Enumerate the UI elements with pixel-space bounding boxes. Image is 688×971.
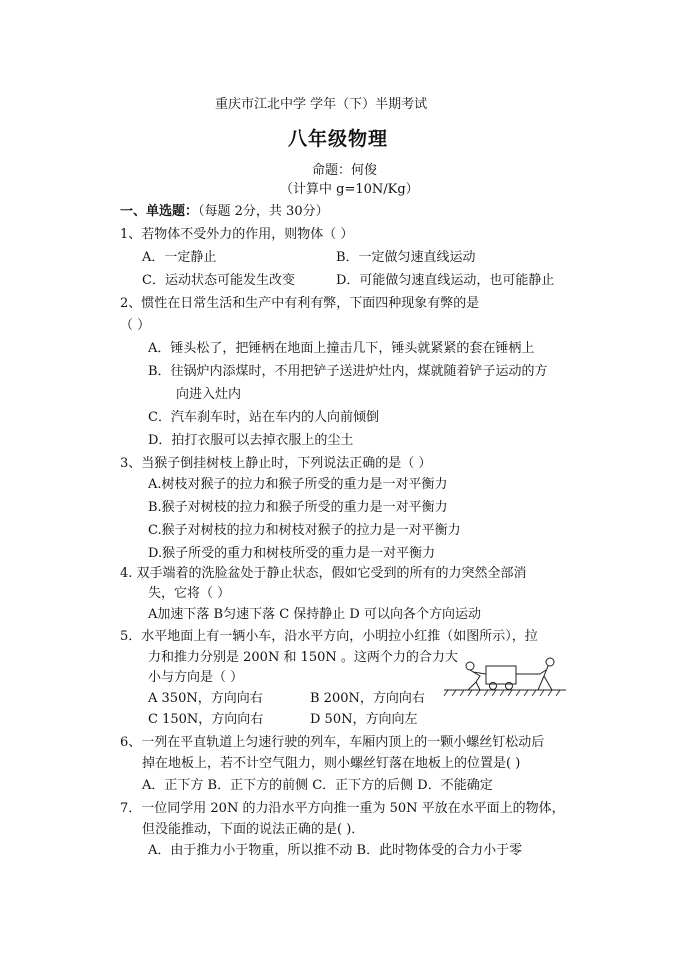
q5-option-d: D 50N，方向向左 — [310, 712, 418, 727]
q7-options: A．由于推力小于物重，所以推不动 B．此时物体受的合力小于零 — [148, 843, 523, 858]
q2-stem-bracket: （ ） — [120, 318, 151, 333]
section-heading-note: （每题 2分，共 30分） — [198, 204, 329, 219]
q4-stem: 4. 双手端着的洗脸盆处于静止状态，假如它受到的所有的力突然全部消 — [120, 566, 527, 581]
q7-stem-cont: 但没能推动，下面的说法正确的是( )． — [142, 822, 365, 837]
q1-option-d: D．可能做匀速直线运动，也可能静止 — [336, 273, 555, 288]
q5-stem-cont2: 小与方向是（ ） — [148, 670, 244, 685]
q6-options: A．正下方 B．正下方的前侧 C．正下方的后侧 D．不能确定 — [142, 778, 493, 793]
q3-option-c: C.猴子对树枝的拉力和树枝对猴子的拉力是一对平衡力 — [148, 523, 461, 538]
author-line: 命题：何俊 — [312, 163, 378, 178]
q3-stem: 3、当猴子倒挂树枝上静止时，下列说法正确的是（ ） — [120, 456, 432, 471]
q2-option-a: A．锤头松了，把锤柄在地面上撞击几下，锤头就紧紧的套在锤柄上 — [148, 341, 535, 356]
q5-stem-cont: 力和推力分别是 200N 和 150N 。这两个力的合力大 — [148, 650, 458, 665]
section-heading-label: 一、单选题： — [120, 204, 199, 219]
q5-stem: 5．水平地面上有一辆小车，沿水平方向，小明拉小红推（如图所示），拉 — [120, 629, 538, 644]
q6-stem-cont: 掉在地板上，若不计空气阻力，则小螺丝钉落在地板上的位置是( ) — [142, 756, 521, 771]
q5-option-b: B 200N，方向向右 — [310, 691, 425, 706]
q5-option-c: C 150N，方向向右 — [148, 712, 264, 727]
section-heading — [120, 203, 329, 221]
gravity-note: （计算中 g=10N/Kg） — [280, 182, 419, 197]
q2-option-c: C．汽车刹车时，站在车内的人向前倾倒 — [148, 410, 379, 425]
q2-option-b: B．往锅炉内添煤时，不用把铲子送进炉灶内，煤就随着铲子运动的方 — [148, 364, 548, 379]
q6-stem: 6、一列在平直轨道上匀速行驶的列车，车厢内顶上的一颗小螺丝钉松动后 — [120, 735, 545, 750]
q1-option-a: A．一定静止 — [142, 250, 217, 265]
q2-option-d: D．拍打衣服可以去掉衣服上的尘土 — [148, 433, 354, 448]
q3-option-b: B.猴子对树枝的拉力和猴子所受的重力是一对平衡力 — [148, 500, 448, 515]
q4-stem-cont: 失，它将（ ） — [148, 586, 231, 601]
q7-stem: 7．一位同学用 20N 的力沿水平方向推一重为 50N 平放在水平面上的物体， — [120, 801, 565, 816]
q3-option-a: A.树枝对猴子的拉力和猴子所受的重力是一对平衡力 — [148, 477, 448, 492]
school-exam-line: 重庆市江北中学 学年（下）半期考试 — [215, 97, 428, 112]
cart-push-pull-figure — [440, 652, 570, 698]
q5-option-a: A 350N，方向向右 — [148, 691, 263, 706]
q1-stem: 1、若物体不受外力的作用，则物体（ ） — [120, 227, 354, 242]
q4-options: A加速下落 B匀速下落 C 保持静止 D 可以向各个方向运动 — [148, 607, 481, 622]
q1-option-c: C．运动状态可能发生改变 — [142, 273, 295, 288]
q2-stem: 2、惯性在日常生活和生产中有利有弊，下面四种现象有弊的是 — [120, 296, 480, 311]
q1-option-b: B．一定做匀速直线运动 — [336, 250, 476, 265]
q3-option-d: D.猴子所受的重力和树枝所受的重力是一对平衡力 — [148, 546, 436, 561]
page-title: 八年级物理 — [288, 128, 389, 150]
q2-option-b-cont: 向进入灶内 — [176, 387, 242, 402]
